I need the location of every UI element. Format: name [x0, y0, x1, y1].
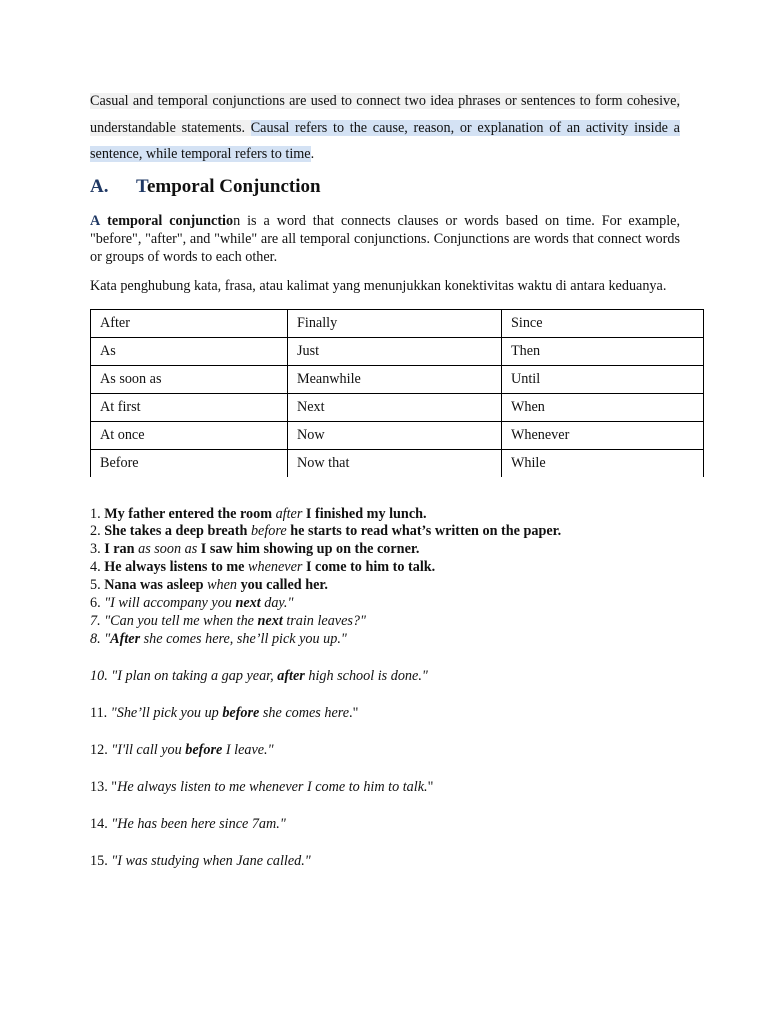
item-number: 13. ": [90, 778, 118, 795]
item-text: "I will accompany you: [104, 595, 236, 612]
item-text: I leave.": [222, 741, 274, 758]
item-text: "I was studying when Jane called.": [111, 852, 311, 869]
item-text: Can you tell me when the: [110, 612, 258, 629]
list-item: [90, 613, 680, 631]
item-conjunction: next: [257, 612, 283, 629]
item-text: I saw him showing up on the corner.: [197, 541, 420, 558]
item-conjunction: after: [277, 667, 305, 684]
table-cell: While: [502, 449, 704, 477]
intro-text-part1: Casual and temporal conjunctions are used to connect two idea phrases or sentences to form cohesive, understandable statements.: [90, 93, 680, 136]
list-item: [90, 595, 680, 613]
table-cell: At once: [91, 421, 288, 449]
item-number: 3.: [90, 541, 105, 558]
item-text: he starts to read what’s written on the paper.: [286, 523, 562, 540]
definition-body: is a word that connects clauses or words based on time. For example, "before", "after", and "while" are all temporal conjunctions. Conjunctions are words that connect words or groups of words to each other.: [90, 212, 680, 265]
intro-paragraph: [90, 88, 680, 168]
item-text: day.": [260, 595, 294, 612]
table-cell: After: [91, 309, 288, 337]
table-cell: Just: [288, 337, 502, 365]
item-number: 8. ": [90, 630, 111, 647]
item-number: 6.: [90, 595, 105, 612]
item-text: I ran: [104, 541, 139, 558]
document-page: [90, 88, 680, 870]
list-item: [90, 852, 680, 870]
item-number: 7. ": [90, 612, 111, 629]
item-conjunction: After: [110, 630, 141, 647]
item-text: "He has been here since 7am.": [111, 815, 286, 832]
item-text: she comes here, she’ll pick you up.": [140, 630, 347, 647]
item-text: She takes a deep breath: [104, 523, 251, 540]
item-text: "I'll call you: [111, 741, 186, 758]
item-number: 11.: [90, 704, 111, 721]
item-number: 2.: [90, 523, 105, 540]
item-number: 14.: [90, 815, 112, 832]
item-conjunction: before: [185, 741, 223, 758]
intro-text-period: .: [310, 146, 315, 162]
list-item: [90, 778, 680, 796]
table-row: [91, 309, 704, 337]
item-conjunction: whenever: [248, 559, 303, 576]
list-item: [90, 506, 680, 524]
item-text-end: .": [349, 704, 359, 721]
list-item: [90, 631, 680, 649]
examples-list: [90, 506, 680, 649]
item-conjunction: after: [275, 505, 303, 522]
item-text: she comes here: [259, 704, 350, 721]
list-item: [90, 523, 680, 541]
definition-term: temporal conjunctio: [107, 212, 234, 229]
table-row: [91, 449, 704, 477]
list-item: [90, 815, 680, 833]
table-cell: Since: [502, 309, 704, 337]
item-conjunction: when: [207, 577, 238, 594]
conjunction-table: [90, 309, 704, 477]
item-conjunction: next: [235, 595, 261, 612]
item-text: Nana was asleep: [104, 577, 208, 594]
item-number: 12.: [90, 741, 112, 758]
table-row: [91, 421, 704, 449]
list-item: [90, 559, 680, 577]
item-number: 5.: [90, 577, 105, 594]
item-text: you called her.: [237, 577, 328, 594]
list-item: [90, 541, 680, 559]
table-cell: When: [502, 393, 704, 421]
table-row: [91, 337, 704, 365]
table-cell: As soon as: [91, 365, 288, 393]
table-cell: Whenever: [502, 421, 704, 449]
heading-first-letter: T: [136, 175, 147, 197]
item-number: 1.: [90, 505, 105, 522]
item-text: train leaves?": [282, 612, 366, 629]
list-item: [90, 704, 680, 722]
list-item: [90, 741, 680, 759]
definition-paragraph: [90, 212, 680, 266]
item-text: My father entered the room: [104, 505, 276, 522]
item-number: 4.: [90, 559, 105, 576]
table-cell: Next: [288, 393, 502, 421]
list-item: [90, 577, 680, 595]
item-conjunction: before: [222, 704, 260, 721]
definition-lead-a: A: [90, 212, 101, 229]
table-cell: As: [91, 337, 288, 365]
heading-rest: emporal Conjunction: [146, 175, 321, 197]
table-cell: Then: [502, 337, 704, 365]
list-item: [90, 667, 680, 685]
item-text: "She’ll pick you up: [110, 704, 223, 721]
heading-title: [136, 176, 321, 198]
item-text-end: ": [427, 778, 434, 795]
item-number: 15.: [90, 852, 112, 869]
item-text: I come to him to talk.: [302, 559, 436, 576]
table-cell: At first: [91, 393, 288, 421]
indonesian-definition: Kata penghubung kata, frasa, atau kalimat yang menunjukkan konektivitas waktu di antara keduanya.: [90, 277, 667, 294]
item-text: 10. "I plan on taking a gap year,: [90, 667, 278, 684]
definition-term-end: n: [233, 212, 241, 229]
item-conjunction: as soon as: [138, 541, 198, 558]
table-cell: Before: [91, 449, 288, 477]
table-row: [91, 365, 704, 393]
table-cell: Until: [502, 365, 704, 393]
item-text: He always listen to me whenever I come to him to talk.: [117, 778, 428, 795]
intro-text-highlighted: Causal refers to the cause, reason, or explanation of an activity inside a sentence, while temporal refers to time: [90, 119, 680, 162]
table-cell: Finally: [288, 309, 502, 337]
table-cell: Now that: [288, 449, 502, 477]
item-text: I finished my lunch.: [302, 505, 427, 522]
table-cell: Now: [288, 421, 502, 449]
item-conjunction: before: [250, 523, 287, 540]
item-text: He always listens to me: [104, 559, 249, 576]
heading-letter: A.: [90, 175, 109, 197]
table-row: [91, 393, 704, 421]
item-text: high school is done.": [304, 667, 428, 684]
section-heading: [90, 176, 680, 198]
table-cell: Meanwhile: [288, 365, 502, 393]
